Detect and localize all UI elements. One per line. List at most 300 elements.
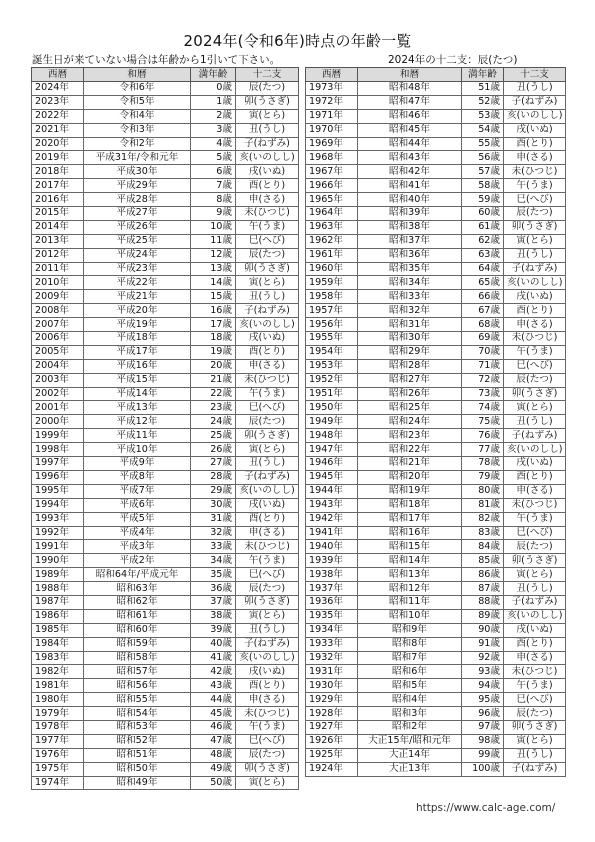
western-year-cell: 1968年 — [306, 151, 358, 165]
japanese-era-cell: 令和2年 — [84, 137, 191, 151]
western-year-cell: 1998年 — [32, 443, 84, 457]
zodiac-cell: 辰(たつ) — [236, 82, 299, 96]
western-year-cell: 1950年 — [306, 401, 358, 415]
zodiac-cell: 丑(うし) — [236, 623, 299, 637]
table-row — [32, 734, 299, 748]
table-row — [32, 554, 299, 568]
page-title: 2024年(令和6年)時点の年齢一覧 — [183, 32, 412, 50]
western-year-cell: 1952年 — [306, 373, 358, 387]
japanese-era-cell: 昭和54年 — [84, 707, 191, 721]
western-year-cell: 1973年 — [306, 82, 358, 96]
japanese-era-cell: 昭和10年 — [358, 609, 462, 623]
japanese-era-cell: 昭和26年 — [358, 387, 462, 401]
age-cell: 50歳 — [191, 776, 236, 790]
western-year-cell: 1967年 — [306, 165, 358, 179]
zodiac-cell: 巳(へび) — [236, 234, 299, 248]
zodiac-cell: 亥(いのしし) — [504, 276, 566, 290]
zodiac-cell: 未(ひつじ) — [504, 165, 566, 179]
western-year-cell: 2013年 — [32, 234, 84, 248]
table-row — [32, 595, 299, 609]
age-cell: 55歳 — [462, 137, 504, 151]
zodiac-cell: 午(うま) — [504, 345, 566, 359]
table-row — [32, 540, 299, 554]
table-row — [32, 151, 299, 165]
japanese-era-cell: 昭和13年 — [358, 568, 462, 582]
japanese-era-cell: 平成6年 — [84, 498, 191, 512]
zodiac-cell: 亥(いのしし) — [504, 609, 566, 623]
zodiac-cell: 丑(うし) — [504, 748, 566, 762]
age-cell: 80歳 — [462, 484, 504, 498]
zodiac-cell: 酉(とり) — [236, 179, 299, 193]
table-row — [306, 429, 566, 443]
japanese-era-cell: 令和4年 — [84, 109, 191, 123]
japanese-era-cell: 昭和25年 — [358, 401, 462, 415]
table-row — [32, 762, 299, 776]
zodiac-cell: 申(さる) — [236, 693, 299, 707]
western-year-cell: 1986年 — [32, 609, 84, 623]
table-row — [32, 387, 299, 401]
japanese-era-cell: 平成20年 — [84, 304, 191, 318]
western-year-cell: 1931年 — [306, 665, 358, 679]
western-year-cell: 2012年 — [32, 248, 84, 262]
japanese-era-cell: 昭和36年 — [358, 248, 462, 262]
table-row — [32, 443, 299, 457]
table-row — [306, 401, 566, 415]
zodiac-cell: 午(うま) — [504, 679, 566, 693]
table-row — [32, 512, 299, 526]
zodiac-cell: 卯(うさぎ) — [236, 95, 299, 109]
japanese-era-cell: 平成23年 — [84, 262, 191, 276]
western-year-cell: 1933年 — [306, 637, 358, 651]
zodiac-cell: 酉(とり) — [236, 512, 299, 526]
table-row — [306, 484, 566, 498]
age-cell: 35歳 — [191, 568, 236, 582]
western-year-cell: 1965年 — [306, 193, 358, 207]
age-cell: 31歳 — [191, 512, 236, 526]
western-year-cell: 1954年 — [306, 345, 358, 359]
japanese-era-cell: 昭和49年 — [84, 776, 191, 790]
western-year-cell: 1955年 — [306, 332, 358, 346]
age-cell: 88歳 — [462, 595, 504, 609]
japanese-era-cell: 平成22年 — [84, 276, 191, 290]
age-table-left — [31, 67, 299, 790]
western-year-cell: 1932年 — [306, 651, 358, 665]
japanese-era-cell: 昭和35年 — [358, 262, 462, 276]
japanese-era-cell: 平成4年 — [84, 526, 191, 540]
japanese-era-cell: 昭和41年 — [358, 179, 462, 193]
table-row — [306, 345, 566, 359]
header-japanese-era: 和暦 — [84, 68, 191, 82]
zodiac-cell: 子(ねずみ) — [504, 95, 566, 109]
japanese-era-cell: 令和5年 — [84, 95, 191, 109]
age-cell: 24歳 — [191, 415, 236, 429]
table-row — [32, 637, 299, 651]
table-row — [306, 95, 566, 109]
age-cell: 95歳 — [462, 693, 504, 707]
table-row — [32, 582, 299, 596]
western-year-cell: 1994年 — [32, 498, 84, 512]
western-year-cell: 1981年 — [32, 679, 84, 693]
western-year-cell: 1960年 — [306, 262, 358, 276]
western-year-cell: 1935年 — [306, 609, 358, 623]
zodiac-cell: 辰(たつ) — [236, 248, 299, 262]
japanese-era-cell: 平成24年 — [84, 248, 191, 262]
zodiac-cell: 巳(へび) — [504, 359, 566, 373]
table-row — [306, 679, 566, 693]
table-row — [306, 540, 566, 554]
table-row — [32, 345, 299, 359]
age-cell: 51歳 — [462, 82, 504, 96]
table-row — [32, 484, 299, 498]
age-cell: 28歳 — [191, 470, 236, 484]
western-year-cell: 1925年 — [306, 748, 358, 762]
western-year-cell: 1961年 — [306, 248, 358, 262]
japanese-era-cell: 昭和23年 — [358, 429, 462, 443]
zodiac-cell: 丑(うし) — [236, 457, 299, 471]
zodiac-cell: 戌(いぬ) — [504, 123, 566, 137]
zodiac-cell: 戌(いぬ) — [504, 623, 566, 637]
japanese-era-cell: 昭和34年 — [358, 276, 462, 290]
table-row — [306, 707, 566, 721]
age-cell: 21歳 — [191, 373, 236, 387]
japanese-era-cell: 平成5年 — [84, 512, 191, 526]
age-cell: 13歳 — [191, 262, 236, 276]
japanese-era-cell: 平成7年 — [84, 484, 191, 498]
table-row — [32, 248, 299, 262]
zodiac-cell: 丑(うし) — [504, 248, 566, 262]
age-cell: 16歳 — [191, 304, 236, 318]
table-row — [306, 109, 566, 123]
zodiac-cell: 未(ひつじ) — [504, 332, 566, 346]
age-cell: 22歳 — [191, 387, 236, 401]
japanese-era-cell: 大正14年 — [358, 748, 462, 762]
table-row — [306, 748, 566, 762]
japanese-era-cell: 昭和51年 — [84, 748, 191, 762]
zodiac-cell: 辰(たつ) — [236, 582, 299, 596]
western-year-cell: 1963年 — [306, 220, 358, 234]
japanese-era-cell: 平成14年 — [84, 387, 191, 401]
zodiac-cell: 戌(いぬ) — [504, 290, 566, 304]
zodiac-cell: 子(ねずみ) — [236, 637, 299, 651]
zodiac-cell: 酉(とり) — [504, 304, 566, 318]
japanese-era-cell: 昭和18年 — [358, 498, 462, 512]
table-row — [306, 373, 566, 387]
japanese-era-cell: 平成13年 — [84, 401, 191, 415]
japanese-era-cell: 昭和22年 — [358, 443, 462, 457]
age-cell: 9歳 — [191, 207, 236, 221]
western-year-cell: 2011年 — [32, 262, 84, 276]
zodiac-of-year-note: 2024年の十二支：辰(たつ) — [388, 54, 518, 66]
table-row — [306, 568, 566, 582]
age-cell: 44歳 — [191, 693, 236, 707]
table-row — [32, 526, 299, 540]
japanese-era-cell: 昭和63年 — [84, 582, 191, 596]
zodiac-cell: 子(ねずみ) — [236, 304, 299, 318]
age-cell: 18歳 — [191, 332, 236, 346]
age-cell: 29歳 — [191, 484, 236, 498]
japanese-era-cell: 昭和60年 — [84, 623, 191, 637]
age-cell: 76歳 — [462, 429, 504, 443]
zodiac-cell: 子(ねずみ) — [504, 429, 566, 443]
age-cell: 48歳 — [191, 748, 236, 762]
western-year-cell: 1999年 — [32, 429, 84, 443]
zodiac-cell: 酉(とり) — [236, 345, 299, 359]
western-year-cell: 1969年 — [306, 137, 358, 151]
age-cell: 12歳 — [191, 248, 236, 262]
table-row — [306, 151, 566, 165]
table-row — [32, 276, 299, 290]
table-row — [306, 207, 566, 221]
zodiac-cell: 午(うま) — [504, 179, 566, 193]
zodiac-cell: 子(ねずみ) — [504, 262, 566, 276]
age-cell: 30歳 — [191, 498, 236, 512]
western-year-cell: 1941年 — [306, 526, 358, 540]
japanese-era-cell: 昭和8年 — [358, 637, 462, 651]
zodiac-cell: 酉(とり) — [236, 679, 299, 693]
japanese-era-cell: 昭和32年 — [358, 304, 462, 318]
table-body — [32, 82, 299, 790]
japanese-era-cell: 昭和24年 — [358, 415, 462, 429]
zodiac-cell: 亥(いのしし) — [504, 443, 566, 457]
zodiac-cell: 寅(とら) — [504, 401, 566, 415]
age-cell: 62歳 — [462, 234, 504, 248]
table-row — [32, 665, 299, 679]
age-cell: 0歳 — [191, 82, 236, 96]
age-cell: 58歳 — [462, 179, 504, 193]
age-cell: 41歳 — [191, 651, 236, 665]
western-year-cell: 1949年 — [306, 415, 358, 429]
zodiac-cell: 卯(うさぎ) — [236, 262, 299, 276]
zodiac-cell: 寅(とら) — [504, 234, 566, 248]
western-year-cell: 1993年 — [32, 512, 84, 526]
table-row — [306, 123, 566, 137]
zodiac-cell: 巳(へび) — [504, 193, 566, 207]
western-year-cell: 1930年 — [306, 679, 358, 693]
zodiac-cell: 卯(うさぎ) — [236, 762, 299, 776]
table-row — [32, 359, 299, 373]
zodiac-cell: 亥(いのしし) — [504, 109, 566, 123]
age-cell: 100歳 — [462, 762, 504, 776]
japanese-era-cell: 平成25年 — [84, 234, 191, 248]
age-cell: 26歳 — [191, 443, 236, 457]
table-row — [32, 220, 299, 234]
japanese-era-cell: 昭和3年 — [358, 707, 462, 721]
japanese-era-cell: 昭和4年 — [358, 693, 462, 707]
western-year-cell: 1992年 — [32, 526, 84, 540]
table-row — [32, 568, 299, 582]
table-row — [32, 109, 299, 123]
table-row — [32, 332, 299, 346]
zodiac-cell: 子(ねずみ) — [504, 595, 566, 609]
zodiac-cell: 寅(とら) — [236, 109, 299, 123]
western-year-cell: 1924年 — [306, 762, 358, 776]
zodiac-cell: 午(うま) — [236, 220, 299, 234]
table-row — [32, 679, 299, 693]
western-year-cell: 1962年 — [306, 234, 358, 248]
age-cell: 98歳 — [462, 734, 504, 748]
zodiac-cell: 丑(うし) — [504, 415, 566, 429]
zodiac-cell: 寅(とら) — [504, 734, 566, 748]
age-cell: 49歳 — [191, 762, 236, 776]
japanese-era-cell: 平成10年 — [84, 443, 191, 457]
zodiac-cell: 酉(とり) — [504, 470, 566, 484]
zodiac-cell: 子(ねずみ) — [236, 470, 299, 484]
zodiac-cell: 辰(たつ) — [504, 540, 566, 554]
age-cell: 96歳 — [462, 707, 504, 721]
japanese-era-cell: 昭和37年 — [358, 234, 462, 248]
western-year-cell: 1958年 — [306, 290, 358, 304]
table-row — [32, 304, 299, 318]
age-cell: 56歳 — [462, 151, 504, 165]
western-year-cell: 1974年 — [32, 776, 84, 790]
japanese-era-cell: 昭和33年 — [358, 290, 462, 304]
age-cell: 79歳 — [462, 470, 504, 484]
japanese-era-cell: 平成17年 — [84, 345, 191, 359]
table-row — [306, 415, 566, 429]
japanese-era-cell: 昭和7年 — [358, 651, 462, 665]
western-year-cell: 2021年 — [32, 123, 84, 137]
zodiac-cell: 酉(とり) — [504, 637, 566, 651]
japanese-era-cell: 平成21年 — [84, 290, 191, 304]
japanese-era-cell: 昭和57年 — [84, 665, 191, 679]
age-cell: 74歳 — [462, 401, 504, 415]
age-cell: 72歳 — [462, 373, 504, 387]
zodiac-cell: 申(さる) — [504, 651, 566, 665]
western-year-cell: 2018年 — [32, 165, 84, 179]
western-year-cell: 2015年 — [32, 207, 84, 221]
zodiac-cell: 巳(へび) — [504, 693, 566, 707]
age-cell: 71歳 — [462, 359, 504, 373]
age-cell: 86歳 — [462, 568, 504, 582]
zodiac-cell: 辰(たつ) — [236, 415, 299, 429]
table-row — [306, 595, 566, 609]
zodiac-cell: 亥(いのしし) — [236, 151, 299, 165]
zodiac-cell: 卯(うさぎ) — [236, 595, 299, 609]
western-year-cell: 1938年 — [306, 568, 358, 582]
table-row — [32, 318, 299, 332]
zodiac-cell: 巳(へび) — [236, 568, 299, 582]
japanese-era-cell: 平成26年 — [84, 220, 191, 234]
table-row — [306, 179, 566, 193]
table-row — [306, 318, 566, 332]
japanese-era-cell: 昭和53年 — [84, 720, 191, 734]
header-row — [32, 68, 299, 82]
western-year-cell: 1970年 — [306, 123, 358, 137]
western-year-cell: 2001年 — [32, 401, 84, 415]
western-year-cell: 2016年 — [32, 193, 84, 207]
western-year-cell: 1991年 — [32, 540, 84, 554]
japanese-era-cell: 平成30年 — [84, 165, 191, 179]
age-cell: 32歳 — [191, 526, 236, 540]
western-year-cell: 1934年 — [306, 623, 358, 637]
western-year-cell: 1977年 — [32, 734, 84, 748]
japanese-era-cell: 昭和40年 — [358, 193, 462, 207]
japanese-era-cell: 昭和58年 — [84, 651, 191, 665]
japanese-era-cell: 昭和11年 — [358, 595, 462, 609]
western-year-cell: 1972年 — [306, 95, 358, 109]
age-cell: 3歳 — [191, 123, 236, 137]
western-year-cell: 1928年 — [306, 707, 358, 721]
zodiac-cell: 未(ひつじ) — [236, 207, 299, 221]
age-cell: 47歳 — [191, 734, 236, 748]
japanese-era-cell: 平成12年 — [84, 415, 191, 429]
age-cell: 84歳 — [462, 540, 504, 554]
age-cell: 87歳 — [462, 582, 504, 596]
age-cell: 68歳 — [462, 318, 504, 332]
age-cell: 89歳 — [462, 609, 504, 623]
age-cell: 63歳 — [462, 248, 504, 262]
age-cell: 82歳 — [462, 512, 504, 526]
age-cell: 15歳 — [191, 290, 236, 304]
age-cell: 17歳 — [191, 318, 236, 332]
western-year-cell: 1948年 — [306, 429, 358, 443]
zodiac-cell: 戌(いぬ) — [236, 665, 299, 679]
age-cell: 52歳 — [462, 95, 504, 109]
age-cell: 10歳 — [191, 220, 236, 234]
table-row — [306, 651, 566, 665]
age-cell: 38歳 — [191, 609, 236, 623]
japanese-era-cell: 昭和59年 — [84, 637, 191, 651]
japanese-era-cell: 昭和42年 — [358, 165, 462, 179]
japanese-era-cell: 昭和30年 — [358, 332, 462, 346]
table-row — [306, 693, 566, 707]
zodiac-cell: 午(うま) — [236, 720, 299, 734]
header-age: 満年齢 — [462, 68, 504, 82]
western-year-cell: 2006年 — [32, 332, 84, 346]
zodiac-cell: 申(さる) — [504, 151, 566, 165]
japanese-era-cell: 昭和39年 — [358, 207, 462, 221]
western-year-cell: 1939年 — [306, 554, 358, 568]
table-header — [32, 68, 299, 82]
zodiac-cell: 辰(たつ) — [504, 707, 566, 721]
table-row — [306, 470, 566, 484]
age-cell: 78歳 — [462, 457, 504, 471]
table-row — [306, 193, 566, 207]
table-body — [306, 82, 566, 777]
age-cell: 75歳 — [462, 415, 504, 429]
zodiac-cell: 未(ひつじ) — [236, 540, 299, 554]
zodiac-cell: 亥(いのしし) — [236, 651, 299, 665]
age-cell: 23歳 — [191, 401, 236, 415]
table-row — [32, 193, 299, 207]
japanese-era-cell: 昭和52年 — [84, 734, 191, 748]
zodiac-cell: 辰(たつ) — [504, 207, 566, 221]
age-cell: 85歳 — [462, 554, 504, 568]
japanese-era-cell: 昭和64年/平成元年 — [84, 568, 191, 582]
table-row — [32, 707, 299, 721]
western-year-cell: 2008年 — [32, 304, 84, 318]
western-year-cell: 1942年 — [306, 512, 358, 526]
japanese-era-cell: 昭和6年 — [358, 665, 462, 679]
japanese-era-cell: 平成3年 — [84, 540, 191, 554]
western-year-cell: 1937年 — [306, 582, 358, 596]
table-row — [306, 304, 566, 318]
western-year-cell: 1976年 — [32, 748, 84, 762]
japanese-era-cell: 平成2年 — [84, 554, 191, 568]
zodiac-cell: 午(うま) — [504, 512, 566, 526]
table-row — [32, 415, 299, 429]
western-year-cell: 2003年 — [32, 373, 84, 387]
zodiac-cell: 亥(いのしし) — [236, 318, 299, 332]
japanese-era-cell: 昭和5年 — [358, 679, 462, 693]
table-row — [306, 734, 566, 748]
age-cell: 19歳 — [191, 345, 236, 359]
table-row — [306, 609, 566, 623]
japanese-era-cell: 昭和45年 — [358, 123, 462, 137]
table-row — [32, 429, 299, 443]
japanese-era-cell: 令和6年 — [84, 82, 191, 96]
zodiac-cell: 申(さる) — [236, 359, 299, 373]
